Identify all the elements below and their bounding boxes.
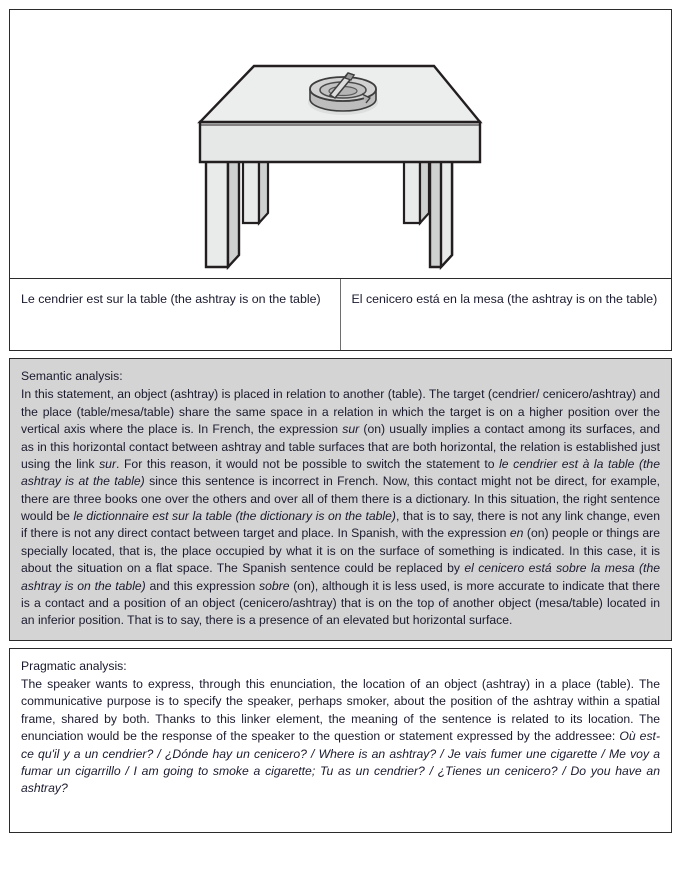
semantic-text-7: and this expression	[145, 578, 259, 593]
sentence-cell-french: Le cendrier est sur la table (the ashtray is on the table)	[10, 279, 341, 350]
semantic-italic-5: en	[509, 526, 524, 541]
pragmatic-analysis-section	[9, 648, 672, 833]
semantic-italic-4: le dictionnaire est sur la table (the dictionary is on the table)	[73, 509, 396, 523]
semantic-text-6: (on) people or things are specially located, that is, the place occupied by what it is on the surface of something is indicated. In this case, it is about the situation on a flat space. The Spanish sentence could be replaced by	[21, 526, 660, 576]
semantic-italic-1: sur	[342, 422, 360, 437]
semantic-analysis-section	[9, 358, 672, 641]
table-with-ashtray-illustration	[10, 10, 670, 277]
sentences-row	[9, 279, 672, 351]
semantic-italic-6: el cenicero está sobre la mesa (the ashtray is on the table)	[21, 561, 660, 593]
semantic-italic-3: le cendrier est à la table (the ashtray is at the table)	[21, 456, 660, 489]
sentence-cell-spanish: El cenicero está en la mesa (the ashtray is on the table)	[351, 292, 658, 306]
semantic-text-5: , that is to say, there is not any link change, even if there is not any direct contact between target and place. In Spanish, with the expression	[21, 509, 660, 541]
semantic-text-2: (on) usually implies a contact among its surfaces, and as in this horizontal contact between ashtray and table surfaces that are both horizontal, the relation is established just using the link	[21, 422, 660, 471]
semantic-text-3: . For this reason, it would not be possible to switch the statement to	[116, 456, 500, 471]
semantic-analysis-body	[21, 386, 660, 629]
semantic-text-4: since this sentence is incorrect in French. Now, this contact might not be direct, for example, there are three books one over the others and over all of them there is a dictionary. In this situation, the right sentence would be	[21, 474, 661, 523]
table-apron	[200, 122, 480, 162]
semantic-italic-7: sobre	[258, 578, 290, 593]
pragmatic-analysis-body	[21, 676, 660, 798]
semantic-text-1: In this statement, an object (ashtray) is placed in relation to another (table). The target (cendrier/ cenicero/ashtray) and the place (table/mesa/table) share the same space in a relation in which the target is on a higher position over the vertical axis where the place is. In French, the expression	[21, 387, 660, 437]
semantic-text-8: (on), although it is less used, is more accurate to indicate that there is a contact and a position of an object (cenicero/ashtray) that is on the top of another object (mesa/table) located in an inferior position. That is to say, there is a presence of an elevated but horizontal surface.	[21, 578, 660, 628]
figure-cell	[9, 9, 672, 279]
semantic-analysis-heading: Semantic analysis:	[21, 369, 123, 383]
pragmatic-analysis-heading: Pragmatic analysis:	[21, 658, 127, 673]
pragmatic-italic-1: Où est-ce qu'il y a un cendrier? / ¿Dónde hay un cenicero? / Where is an ashtray? / Je vais fumer une cigarette / Me voy a fumar un cigarrillo / I am going to smoke a cigarette; Tu as un cendrier? / ¿Tienes un cenicero? / Do you have an ashtray?	[21, 729, 661, 796]
semantic-italic-2: sur	[99, 456, 117, 471]
pragmatic-text-1: The speaker wants to express, through this enunciation, the location of an object (ashtray) in a place (table). The communicative purpose is to specify the speaker, perhaps smoker, about the position of the ashtray within a spatial frame, shared by both. Thanks to this linker element, the meaning of the sentence is related to its location. The enunciation would be the response of the speaker to the question or statement expressed by the addressee:	[21, 677, 660, 744]
